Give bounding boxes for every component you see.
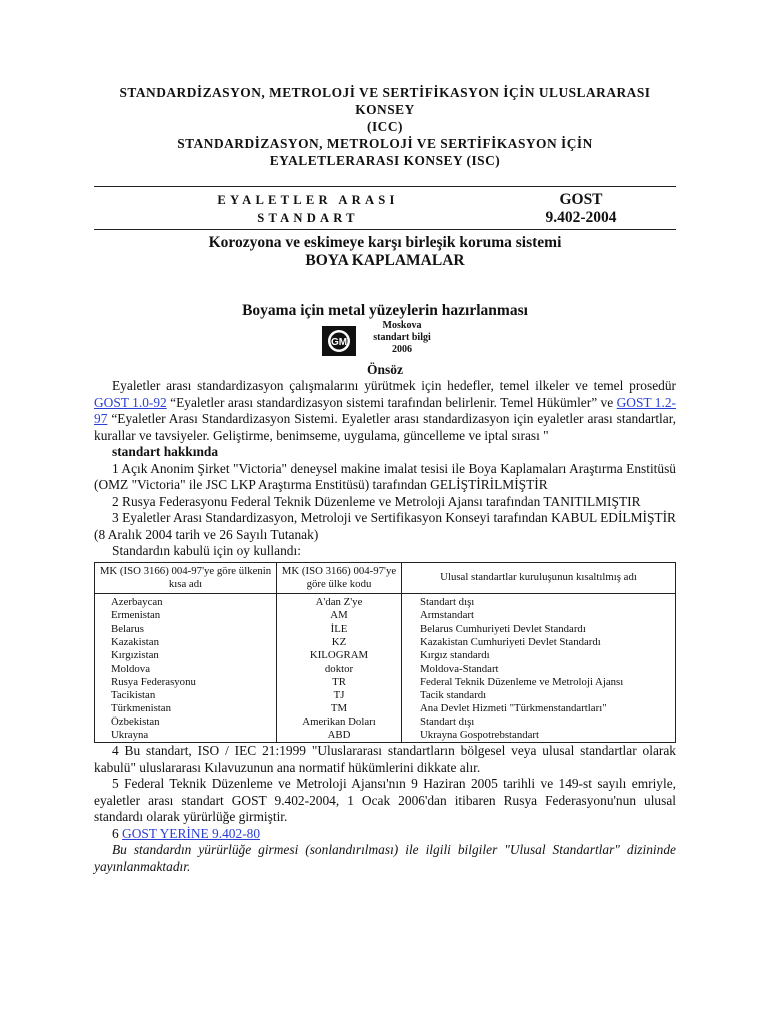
council-header [94, 84, 676, 169]
header-line: STANDARDİZASYON, METROLOJİ VE SERTİFİKASYON İÇİN [177, 136, 593, 151]
country-cell: Özbekistan [95, 716, 277, 729]
item-3: 3 Eyaletler Arası Standardizasyon, Metroloji ve Sertifikasyon Konseyi tarafından KABUL EDİLMİŞTİR (8 Aralık 2004 tarih ve 26 Sayılı Tutanak) [94, 510, 676, 542]
bottom-rule [94, 229, 676, 230]
country-cell: Kırgızistan [95, 649, 277, 662]
item-6 [94, 826, 676, 843]
body-cell: Belarus Cumhuriyeti Devlet Standardı [402, 623, 676, 636]
table-row [95, 676, 676, 689]
table-row [95, 623, 676, 636]
foreword-text-a: Eyaletler arası standardizasyon çalışmalarını yürütmek için hedefler, temel ilkeler ve temel prosedür [112, 378, 676, 393]
country-cell: Tacikistan [95, 689, 277, 702]
item-1: 1 Açık Anonim Şirket "Victoria" deneysel makine imalat tesisi ile Boya Kaplamaları Araştırma Enstitüsü (OMZ "Victoria" ile JSC LKP Araştırma Enstitüsü) tarafından GELİŞTİRİLMİŞTİR [94, 460, 676, 492]
country-cell: Moldova [95, 663, 277, 676]
table-row [95, 729, 676, 743]
body-cell: Federal Teknik Düzenleme ve Metroloji Ajansı [402, 676, 676, 689]
code-cell: TM [277, 702, 402, 715]
standard-type-line2: STANDART [257, 211, 359, 225]
gost-1-2-97-link[interactable]: GOST 1.2-97 [94, 394, 676, 426]
foreword-text-b: “Eyaletler arası standardizasyon sistemi tarafından belirlenir. Temel Hükümler” ve [166, 394, 617, 410]
item-2: 2 Rusya Federasyonu Federal Teknik Düzenleme ve Metroloji Ajansı tarafından TANITILMIŞTIR [112, 493, 641, 509]
table-row [95, 663, 676, 676]
about-heading: standart hakkında [112, 444, 219, 459]
header-line: (ICC) [367, 119, 403, 134]
country-cell: Ermenistan [95, 609, 277, 622]
col-code-header: MK (ISO 3166) 004-97'ye göre ülke kodu [277, 562, 402, 594]
publisher-name: standart bilgi [373, 332, 431, 343]
table-row [95, 594, 676, 610]
gost-1-0-92-link[interactable]: GOST 1.0-92 [94, 394, 167, 410]
country-cell: Belarus [95, 623, 277, 636]
code-cell: doktor [277, 663, 402, 676]
foreword-title: Önsöz [366, 362, 403, 377]
item-5: 5 Federal Teknik Düzenleme ve Metroloji Ajansı'nın 9 Haziran 2005 tarihli ve 149-st sayılı emriyle, eyaletler arası standart GOST 9.402-2004, 1 Ocak 2006'dan itibaren Rusya Federasyonu'nun ulusal standardı olarak yürürlüğe girmiştir. [94, 776, 676, 825]
col-country-header: MK (ISO 3166) 004-97'ye göre ülkenin kısa adı [95, 562, 277, 594]
body-cell: Moldova-Standart [402, 663, 676, 676]
body-cell: Kırgız standardı [402, 649, 676, 662]
body-cell: Ukrayna Gospotrebstandart [402, 729, 676, 743]
country-cell: Ukrayna [95, 729, 277, 743]
header-line: STANDARDİZASYON, METROLOJİ VE SERTİFİKASYON İÇİN ULUSLARARASI [119, 85, 651, 100]
country-cell: Kazakistan [95, 636, 277, 649]
header-line: EYALETLERARASI KONSEY (ISC) [269, 153, 501, 168]
body-cell: Tacik standardı [402, 689, 676, 702]
body-cell: Standart dışı [402, 716, 676, 729]
publisher-logo-icon [322, 326, 356, 356]
document-title: Boyama için metal yüzeylerin hazırlanması [242, 302, 528, 319]
body-cell: Armstandart [402, 609, 676, 622]
table-row [95, 649, 676, 662]
code-cell: Amerikan Doları [277, 716, 402, 729]
table-row [95, 702, 676, 715]
code-cell: KZ [277, 636, 402, 649]
main-title: Korozyona ve eskimeye karşı birleşik koruma sistemi [208, 234, 562, 251]
publication-note: Bu standardın yürürlüğe girmesi (sonlandırılması) ile ilgili bilgiler "Ulusal Standartlar" dizininde yayınlanmaktadır. [94, 842, 676, 874]
standard-box [94, 187, 676, 229]
standard-code-line1: GOST [559, 191, 603, 208]
vote-intro: Standardın kabulü için oy kullandı: [112, 543, 301, 558]
code-cell: TJ [277, 689, 402, 702]
code-cell: İLE [277, 623, 402, 636]
publisher-city: Moskova [382, 320, 422, 331]
foreword-text-c: “Eyaletler Arası Standardizasyon Sistemi. Eyaletler arası standardizasyon için eyaletler arası standartlar, kurallar ve tavsiyeler. Geliştirme, benimseme, uygulama, güncelleme ve iptal sırası " [94, 411, 676, 443]
publisher-block [94, 320, 676, 362]
publisher-logo-text: GM [330, 337, 348, 348]
country-cell: Türkmenistan [95, 702, 277, 715]
table-row [95, 609, 676, 622]
code-cell: KILOGRAM [277, 649, 402, 662]
item-6-prefix: 6 [112, 825, 123, 841]
code-cell: TR [277, 676, 402, 689]
vote-table [94, 562, 676, 744]
table-header-row [95, 562, 676, 594]
standard-code-line2: 9.402-2004 [545, 209, 617, 226]
country-cell: Azerbaycan [95, 594, 277, 610]
standard-code [526, 191, 676, 227]
table-row [95, 716, 676, 729]
body-cell: Standart dışı [402, 594, 676, 610]
publisher-year: 2006 [392, 344, 412, 355]
publisher-info [370, 320, 434, 356]
foreword-paragraph [94, 378, 676, 444]
document-page [94, 84, 676, 875]
col-body-header: Ulusal standartlar kuruluşunun kısaltılmış adı [402, 562, 676, 594]
country-cell: Rusya Federasyonu [95, 676, 277, 689]
table-row [95, 689, 676, 702]
code-cell: A'dan Z'ye [277, 594, 402, 610]
code-cell: AM [277, 609, 402, 622]
body-cell: Ana Devlet Hizmeti "Türkmenstandartları" [402, 702, 676, 715]
header-line: KONSEY [355, 102, 415, 117]
standard-type [94, 191, 438, 227]
table-row [95, 636, 676, 649]
code-cell: ABD [277, 729, 402, 743]
standard-type-line1: EYALETLER ARASI [217, 193, 399, 207]
item-4: 4 Bu standart, ISO / IEC 21:1999 "Uluslararası standartların bölgesel veya ulusal standartlar olarak kabulü" uluslararası Kılavuzunun ana normatif hükümlerini dikkate alır. [94, 743, 676, 775]
gost-9-402-80-link[interactable]: GOST YERİNE 9.402-80 [122, 825, 261, 841]
body-cell: Kazakistan Cumhuriyeti Devlet Standardı [402, 636, 676, 649]
main-subtitle: BOYA KAPLAMALAR [305, 252, 465, 269]
